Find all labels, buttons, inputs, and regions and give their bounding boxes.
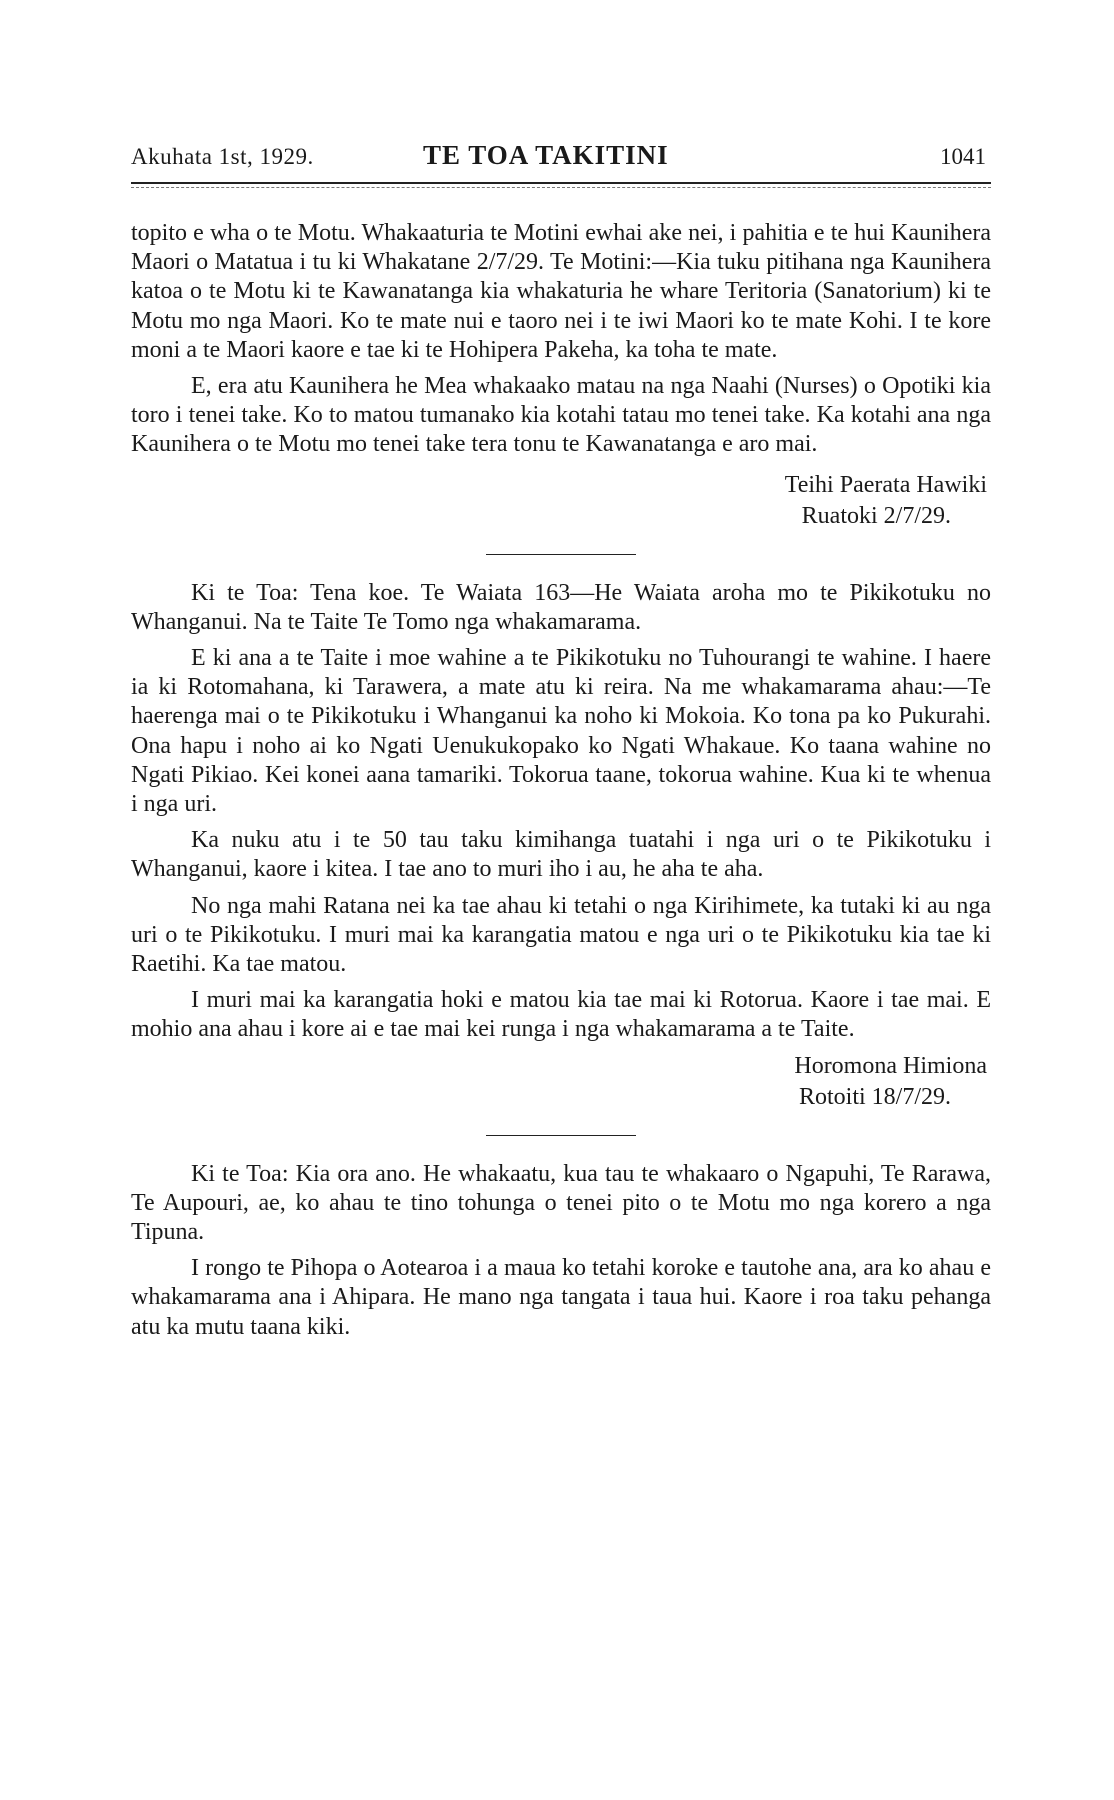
header-rule	[131, 182, 991, 184]
letter-pikikotuku	[131, 579, 991, 1113]
paragraph: No nga mahi Ratana nei ka tae ahau ki tetahi o nga Kirihimete, ka tutaki ki au nga uri o te Pikikotuku. I muri mai ka karangatia matou e nga uri o te Pikikotuku kia tae ki Raetihi. Ka tae matou.	[131, 892, 991, 978]
letter-tohunga	[131, 1160, 991, 1342]
paragraph: E ki ana a te Taite i moe wahine a te Pikikotuku no Tuhourangi te wahine. I haere ia ki Rotomahana, ki Tarawera, a mate atu ki reira. Na me whakamarama ahau:—Te haerenga mai o te Pikikotuku i Whanganui ka noho ki Mokoia. Ko tona pa ko Pukurahi. Ona hapu i noho ai ko Ngati Uenukukopako ko Ngati Whakaue. Ko taana wahine no Ngati Pikiao. Kei konei aana tamariki. Tokorua taane, tokorua wahine. Kua ki te whenua i nga uri.	[131, 645, 991, 818]
issue-date: Akuhata 1st, 1929.	[131, 144, 314, 169]
signature-name: Horomona Himiona	[794, 1052, 987, 1079]
signature-place-date: Rotoiti 18/7/29.	[798, 1083, 951, 1110]
running-header	[131, 140, 986, 180]
paragraph: Ki te Toa: Kia ora ano. He whakaatu, kua tau te whakaaro o Ngapuhi, Te Rarawa, Te Aupouri, ae, ko ahau te tino tohunga o tenei pito o te Motu mo nga korero a nga Tipuna.	[131, 1160, 991, 1246]
paragraph: I rongo te Pihopa o Aotearoa i a maua ko tetahi koroke e tautohe ana, ara ko ahau e whakamarama ana i Ahipara. He mano nga tangata i taua hui. Kaore i roa taku pehanga atu ka mutu taana kiki.	[131, 1255, 991, 1340]
letter-sanatorium	[131, 219, 991, 532]
section-divider	[486, 1135, 636, 1136]
paragraph: I muri mai ka karangatia hoki e matou kia tae mai ki Rotorua. Kaore i tae mai. E mohio ana ahau i kore ai e tae mai kei runga i nga whakamarama a te Taite.	[131, 987, 991, 1043]
signature-place-date: Ruatoki 2/7/29.	[801, 502, 951, 529]
signature-name: Teihi Paerata Hawiki	[784, 471, 987, 498]
paragraph: Ki te Toa: Tena koe. Te Waiata 163—He Waiata aroha mo te Pikikotuku no Whanganui. Na te Taite Te Tomo nga whakamarama.	[131, 579, 991, 635]
paragraph: E, era atu Kaunihera he Mea whakaako matau na nga Naahi (Nurses) o Opotiki kia toro i tenei take. Ko to matou tumanako kia kotahi tatau mo tenei take. Ka kotahi ana nga Kaunihera o te Motu mo tenei take tera tonu te Kawanatanga e aro mai.	[131, 373, 991, 458]
section-divider	[486, 554, 636, 555]
article-body	[131, 219, 991, 1342]
publication-title: TE TOA TAKITINI	[423, 140, 669, 170]
header-rule-thin	[131, 187, 991, 188]
paragraph: topito e wha o te Motu. Whakaaturia te Motini ewhai ake nei, i pahitia e te hui Kaunihera Maori o Matatua i tu ki Whakatane 2/7/29. Te Motini:—Kia tuku pitihana nga Kaunihera katoa o te Motu ki te Kawanatanga kia whakaturia he whare Teritoria (Sanatorium) ki te Motu mo nga Maori. Ko te mate nui e taoro nei i te iwi Maori ko te mate Kohi. I te kore moni a te Maori kaore e tae ki te Hohipera Pakeha, ka toha te mate.	[131, 220, 991, 363]
page-number: 1041	[940, 144, 986, 169]
paragraph: Ka nuku atu i te 50 tau taku kimihanga tuatahi i nga uri o te Pikikotuku i Whanganui, kaore i kitea. I tae ano to muri iho i au, he aha te aha.	[131, 827, 991, 883]
